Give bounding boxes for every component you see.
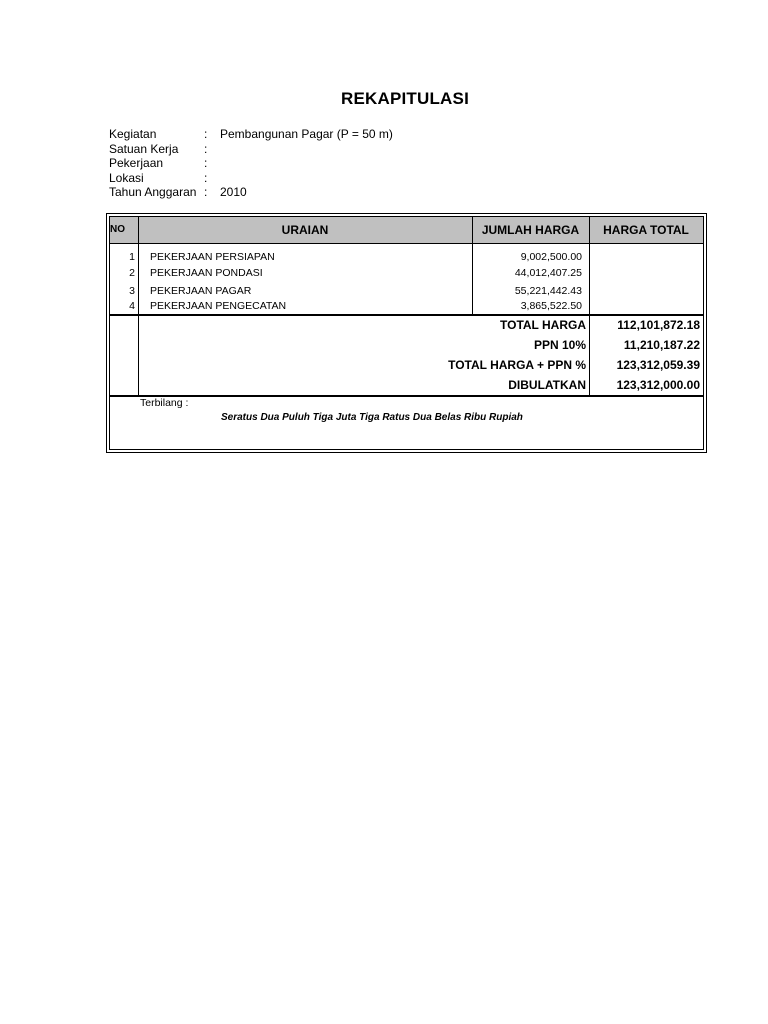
meta-label: Satuan Kerja: [109, 141, 179, 156]
header-no: NO: [110, 224, 125, 235]
row-uraian: PEKERJAAN PERSIAPAN: [150, 251, 275, 263]
summary-label-dibulatkan: DIBULATKAN: [508, 378, 586, 392]
summary-label-ppn: PPN 10%: [533, 338, 586, 352]
col-divider-jumlah: [589, 217, 590, 396]
row-uraian: PEKERJAAN PONDASI: [150, 267, 263, 279]
meta-label: Lokasi: [109, 170, 144, 185]
col-divider-no: [138, 217, 139, 396]
row-jumlah: 3,865,522.50: [520, 300, 582, 312]
meta-colon: :: [204, 156, 208, 171]
summary-value-dibulatkan: 123,312,000.00: [616, 378, 700, 392]
header-harga-total: HARGA TOTAL: [603, 223, 689, 237]
recap-table: [109, 216, 704, 450]
header-uraian: URAIAN: [281, 223, 329, 237]
terbilang-label: Terbilang :: [140, 397, 189, 409]
meta-value: 2010: [220, 185, 247, 200]
row-jumlah: 9,002,500.00: [520, 251, 582, 263]
row-no: 4: [129, 300, 135, 312]
row-no: 1: [129, 251, 135, 263]
row-no: 2: [129, 267, 135, 279]
header-jumlah-harga: JUMLAH HARGA: [481, 223, 580, 237]
meta-label: Kegiatan: [109, 127, 157, 141]
header-divider: [110, 243, 703, 244]
row-jumlah: 44,012,407.25: [514, 267, 582, 279]
summary-bottom-divider: [110, 395, 703, 397]
summary-value-total-ppn: 123,312,059.39: [616, 358, 700, 372]
summary-value-ppn: 11,210,187.22: [623, 338, 700, 352]
meta-value: Pembangunan Pagar (P = 50 m): [220, 127, 393, 141]
row-jumlah: 55,221,442.43: [514, 285, 582, 297]
summary-value-total-harga: 112,101,872.18: [617, 318, 700, 332]
summary-label-total-ppn: TOTAL HARGA + PPN %: [448, 358, 586, 372]
terbilang-text: Seratus Dua Puluh Tiga Juta Tiga Ratus Dua Belas Ribu Rupiah: [221, 412, 523, 423]
meta-label: Tahun Anggaran: [109, 185, 197, 200]
row-uraian: PEKERJAAN PENGECATAN: [150, 300, 287, 312]
page-title: REKAPITULASI: [340, 89, 470, 108]
meta-label: Pekerjaan: [109, 156, 164, 171]
meta-colon: :: [204, 141, 208, 156]
row-uraian: PEKERJAAN PAGAR: [150, 285, 252, 297]
row-no: 3: [129, 285, 135, 297]
meta-colon: :: [204, 127, 208, 141]
items-bottom-divider: [110, 314, 703, 316]
meta-colon: :: [204, 170, 208, 185]
summary-label-total-harga: TOTAL HARGA: [500, 318, 586, 332]
meta-colon: :: [204, 185, 208, 200]
recap-table-frame: [106, 213, 707, 453]
